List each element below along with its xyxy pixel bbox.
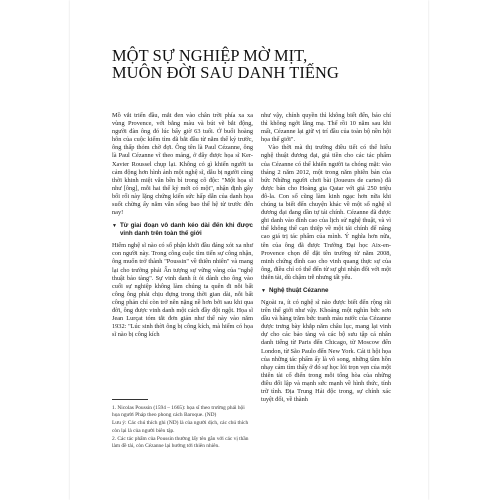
chapter-title-line-2: MUÔN ĐỜI SAU DANH TIẾNG (112, 63, 339, 82)
left-subheading-text: Từ giai đoạn vô danh kéo dài đến khi được vinh danh trên toàn thế giới (119, 222, 253, 238)
chapter-title-line-1: MỘT SỰ NGHIỆP MỜ MỊT, (112, 46, 308, 65)
footnote-translator-note: Lưu ý: Các chú thích ghi (ND) là của người dịch, các chú thích còn lại là của người biên tập. (112, 420, 249, 434)
right-subheading-text: Nghệ thuật Cézanne (268, 286, 329, 294)
left-paragraph-1: Mồ vắt triển đầu, mắt đen vào chân trời phía xa xa vùng Provence, với bằng màu và bút vẽ bắt động, người đàn ông đó lúc bấy giờ 63 tuổi. Ở buổi hoàng hôn của cuộc kiếm tìm đã bắt đầu từ năm thế kỷ trước, ông thấp thỏm chờ đợi. Ông tên là Paul Cézanne, ông là Paul Cézanne vĩ theo mảng, ở đây được họa sĩ Ker-Xavier Roussel chụp lại. Không có gì khiến người ta cảm động hơn hình ảnh một nghệ sĩ, dẫu bị người cùng thời khinh miệt vẫn bền bỉ trong cô độc: "Một họa sĩ như [ông], mỗi hai thế kỷ mới có một", nhận định gây bối rối này lặng chứng kiến sức hấp dẫn của danh họa suốt chừng ấy năm vẫn sống bao thế hệ từ trước đến nay! (112, 112, 253, 217)
footnotes (112, 405, 253, 451)
right-subheading (261, 287, 391, 295)
right-paragraph-1: như vậy, chính quyền thì không biết đến, báo chí thì không ngớt lăng mạ. Thế rồi 10 năm sau khi mất, Cézanne lại giữ vị trí đầu của toàn bộ nền hội họa thế giới". (261, 112, 391, 144)
footnote-1: 1. Nicolas Poussin (1594 – 1665): họa sĩ theo trường phái hội họa người Pháp theo phong cách Baroque. (ND) (112, 405, 245, 419)
triangle-bullet-icon: ▼ (261, 287, 266, 294)
left-column (112, 112, 253, 339)
left-subheading (112, 222, 253, 238)
right-paragraph-2: Vào thời mà thị trường điều tiết có thể hiểu nghệ thuật đương đại, giá tiền cho các tác phẩm của Cézanne có thể khiến người ta chóng mặt: vào tháng 2 năm 2012, một trong năm phiên bản của bức Những người chơi bài (Joueurs de cartes) đã được bán cho Hoàng gia Qatar với giá 250 triệu đô-la. Con số cũng làm kinh ngạc hơn nữa khi chúng ta biết đến chuyện khác về một số nghệ sĩ đương đại đang dần tự tái chính. Cézanne đã được ghi danh vào đỉnh cao của lịch sử nghệ thuật, và vì thế không thể cạn thiệp về một tái chính để nâng cao giá trị tác phẩm của mình. Ý nghĩa hơn nữa, tên của ông đã được Trường Đại học Aix-en-Provence chọn để đặt tên trường từ năm 2008, minh chứng đình cao cho vinh quang thực sự của ông, điều chỉ có thể đến từ sự ghi nhận đối với một thiên tài, dù chậm trễ nhưng tất yếu. (261, 144, 391, 281)
footnote-divider (112, 399, 148, 400)
left-paragraph-2: Hiếm nghệ sĩ nào có số phận khởi đầu đáng xót xa như con người này. Trong công cuộc tìm tiến sự công nhận, ông muốn trở thành "Poussin" về thiên nhiên" và mang lại cho trường phái Ấn tượng sự vững vàng của "nghệ thuật bảo tàng". Sự vinh danh ít ỏi dành cho ông vào cuối sự nghiệp không làm chúng ta quên đi nỗi bất công ông phải chịu đựng trong thời gian dài, nỗi bất công phản chỉ còn trở nên nặng nề hơn bởi sau khi qua đời, ông được vinh danh một cách đầy đột ngột. Họa sĩ Jean Lurçat tóm tắt đơn giản như thế này vào năm 1932: "Lúc sinh thời ông bị công kích, mà hiếm có họa sĩ nào bị công kích (112, 242, 253, 339)
triangle-bullet-icon: ▼ (112, 223, 117, 230)
right-column (261, 112, 391, 404)
footnote-2: 2. Các tác phẩm của Poussin thường lấy tên gắn với các vị thần làm đề tài, còn Cézanne lại hướng tới thiên nhiên. (112, 435, 249, 450)
book-page (70, 0, 428, 500)
chapter-title (112, 47, 412, 81)
right-paragraph-3: Ngoài ra, ít có nghệ sĩ nào được biết đến rộng rãi trên thế giới như vậy. Khoảng một nghìn bức sơn dầu và hàng trăm bức tranh màu nước của Cézanne được trưng bày khắp năm châu lục, mang lại vinh dự cho các bảo tàng và các bộ sưu tập cá nhân danh tiếng từ Paris đến Chicago, từ Moscow đến London, từ São Paulo đến New York. Cái ti hội họa của những tác phẩm ấy là vô song, những tầm hồn nhạy cảm tìm thấy ở đó sự học lỏi trọn vẹn của một thiên tài cổ điển trong mỗi tổng hòa của những điều đối lập và mạnh sức mạnh về hình thức, tính trữ tình. Địa Trung Hải độc trong, sự chính xác tuyệt đối, về thành (261, 298, 391, 404)
